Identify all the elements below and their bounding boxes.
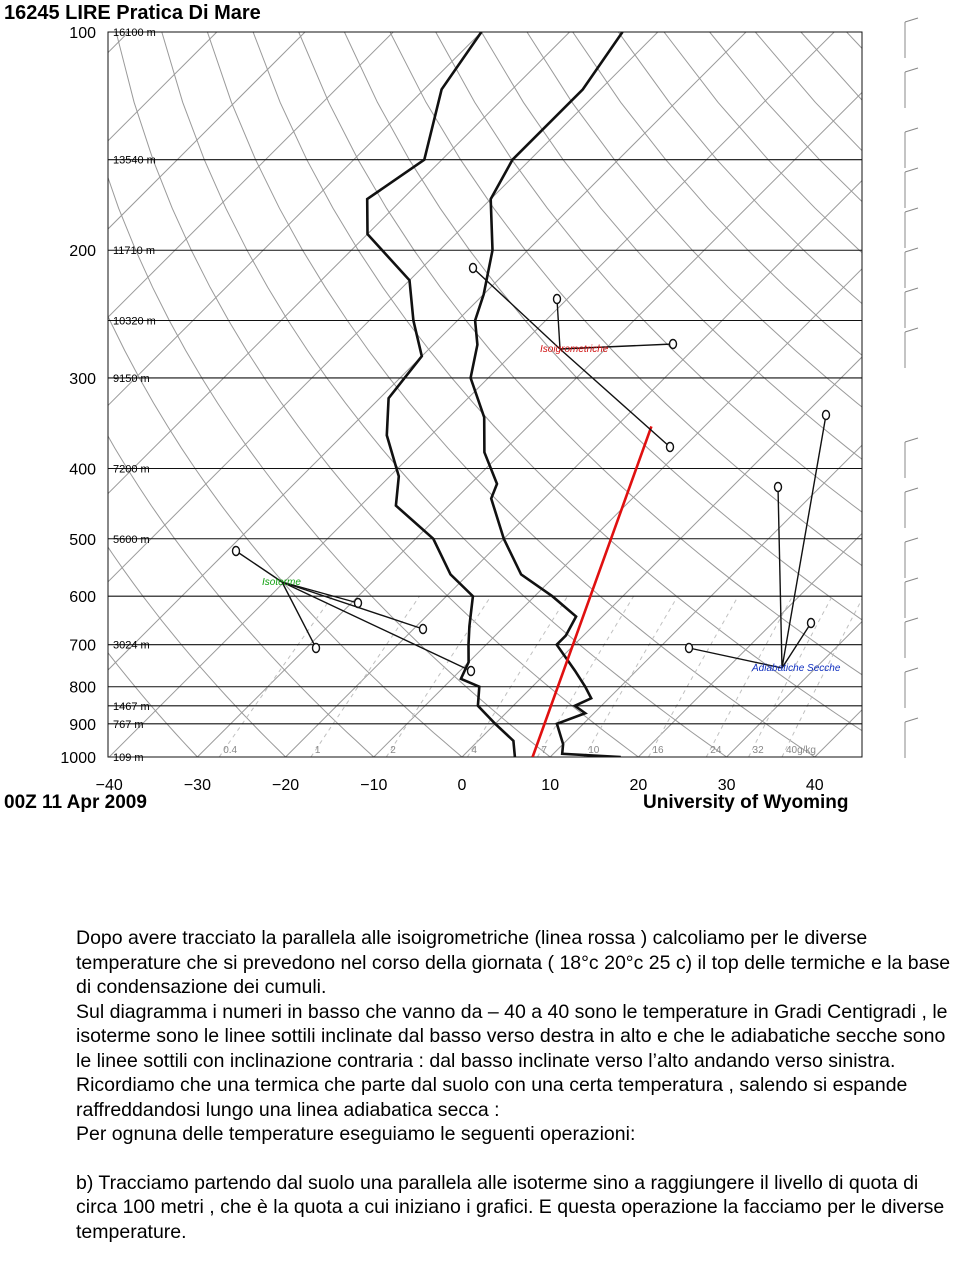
paragraph: Sul diagramma i numeri in basso che vanno da – 40 a 40 sono le temperature in Gradi Centigradi , le isoterme sono le linee sottili inclinate dal basso verso destra in alto e che le adiabatiche secche sono le linee sottili con inclinazione contraria : dal basso inclinate verso l’alto andando verso sinistra. (76, 1000, 948, 1072)
wind-barb (905, 168, 918, 172)
pressure-tick-label: 900 (69, 716, 96, 734)
mixing-ratio-label: 2 (390, 745, 396, 756)
date-label: 00Z 11 Apr 2009 (4, 792, 147, 813)
annotation-label: Isoterme (262, 577, 301, 588)
annotation-pointer (782, 415, 826, 668)
mixing-ratio-label: 10 (588, 745, 600, 756)
mixing-ratio-label: 16 (652, 745, 664, 756)
dry-adiabat-line (0, 32, 197, 757)
wind-barbs (905, 18, 918, 758)
wind-barb (905, 68, 918, 72)
annotation-marker (233, 547, 240, 556)
temperature-tick-label: −40 (95, 777, 123, 794)
isotherm-line (286, 32, 960, 757)
temperature-tick-label: 0 (457, 777, 467, 794)
wind-barb (905, 538, 918, 542)
wind-barb (905, 718, 918, 722)
source-label: University of Wyoming (643, 792, 849, 813)
height-label: 5600 m (113, 533, 150, 546)
dewpoint-profile (367, 32, 515, 757)
height-label: 13540 m (113, 154, 156, 167)
pressure-tick-label: 1000 (60, 750, 96, 767)
annotation-marker (313, 644, 320, 653)
isotherm-line (0, 32, 40, 757)
wind-barb (905, 438, 918, 442)
mixing-ratio-label: 32 (752, 745, 764, 756)
wind-barb (905, 618, 918, 622)
isotherm-line (0, 32, 129, 757)
mixing-ratio-label: 4 (471, 745, 477, 756)
annotation-label: Adiabatiche Secche (752, 663, 841, 674)
temperature-profile (471, 32, 623, 757)
annotation-pointer (282, 582, 471, 671)
temperature-tick-label: 30 (717, 777, 736, 794)
paragraph: Dopo avere tracciato la parallela alle isoigrometriche (linea rossa ) calcoliamo per le diverse temperature che si prevedono nel corso della giornata ( 18°c 20°c 25 c) il top delle termiche e la base di condensazione dei cumuli. (76, 927, 951, 998)
wind-barb (905, 328, 918, 332)
tick-labels (60, 25, 823, 794)
wind-barb (905, 488, 918, 492)
isotherm-line (462, 32, 960, 757)
paragraph: Per ognuna delle temperature eseguiamo le seguenti operazioni: (76, 1123, 636, 1145)
isotherm-line (727, 32, 960, 757)
station-title: 16245 LIRE Pratica Di Mare (4, 2, 261, 24)
temperature-tick-label: 20 (629, 777, 648, 794)
isotherm-line (374, 32, 960, 757)
paragraph: b) Tracciamo partendo dal suolo una parallela alle isoterme sino a raggiungere il livello di quota di circa 100 metri , che è la quota a cui iniziano i grafici. E questa operazione la facciamo per le diverse temperature. (76, 1171, 945, 1243)
annotation-marker (470, 264, 477, 273)
dry-adiabat-line (481, 32, 960, 757)
profiles (367, 32, 651, 757)
wind-barb (905, 668, 918, 672)
wind-barb (905, 288, 918, 292)
mixing-ratio-label: 1 (314, 745, 321, 756)
pressure-tick-label: 200 (69, 243, 96, 261)
mixing-ratio-line (467, 596, 567, 757)
isotherm-line (109, 32, 834, 757)
pressure-lines (108, 32, 862, 757)
annotation-marker (554, 295, 561, 304)
annotation-marker (670, 340, 677, 349)
temperature-tick-label: 10 (541, 777, 560, 794)
mixing-ratio-line (386, 596, 491, 757)
dry-adiabat-line (847, 32, 960, 757)
wind-barb (905, 208, 918, 212)
annotation-marker (808, 619, 815, 628)
temperature-tick-label: −20 (272, 777, 300, 794)
dry-adiabat-line (299, 32, 960, 757)
annotation-marker (468, 667, 475, 676)
temperature-tick-label: −10 (360, 777, 388, 794)
wind-barb (905, 578, 918, 582)
isotherm-line (0, 32, 305, 757)
height-label: 109 m (113, 752, 144, 764)
wind-barb (905, 18, 918, 22)
height-label: 3024 m (113, 639, 150, 652)
dry-adiabat-line (618, 32, 960, 757)
mixing-ratio-label: 0.4 (223, 745, 238, 756)
pressure-tick-label: 500 (69, 531, 96, 549)
mixing-ratio-line (782, 596, 864, 757)
wind-barb (905, 128, 918, 132)
annotation-pointer (778, 487, 782, 668)
isotherm-line (903, 32, 960, 757)
annotation-marker (686, 644, 693, 653)
height-label: 9150 m (113, 372, 150, 385)
annotation-pointer (473, 268, 560, 349)
annotation-marker (823, 411, 830, 420)
mixing-ratio-line (311, 596, 420, 757)
dry-adiabat-line (938, 32, 960, 757)
pressure-tick-label: 400 (69, 461, 96, 479)
dry-adiabat-line (344, 32, 960, 757)
height-label: 10320 m (113, 315, 156, 328)
wind-barb (905, 248, 918, 252)
pressure-tick-label: 800 (69, 679, 96, 697)
dry-adiabat-line (573, 32, 960, 757)
dry-adiabat-line (664, 32, 960, 757)
temperature-tick-label: 40 (805, 777, 824, 794)
annotation-label: Isoigrometriche (540, 344, 609, 355)
red-parallel-line (533, 426, 652, 757)
mixing-ratio-line (219, 596, 332, 757)
pressure-tick-label: 100 (69, 25, 96, 42)
temperature-tick-label: −30 (183, 777, 211, 794)
mixing-ratio-label: 24 (710, 745, 722, 756)
dry-adiabat-line (892, 32, 960, 757)
mixing-ratio-label: 7 (541, 745, 547, 756)
explanation-text (76, 926, 960, 1244)
plot-frame (108, 32, 862, 757)
height-label: 16100 m (113, 27, 156, 39)
height-label: 1467 m (113, 700, 150, 713)
height-label: 11710 m (113, 245, 155, 258)
dry-adiabat-line (162, 32, 727, 757)
height-label: 7200 m (113, 463, 150, 476)
height-label: 767 m (113, 718, 144, 731)
dry-adiabat-line (253, 32, 903, 757)
pressure-tick-label: 600 (69, 589, 96, 607)
mixing-ratio-label: 40g/kg (785, 745, 816, 756)
paragraph: Ricordiamo che una termica che parte dal suolo con una certa temperatura , salendo si espande raffreddandosi lungo una linea adiabatica secca : (76, 1074, 908, 1121)
pressure-tick-label: 700 (69, 637, 96, 655)
dry-adiabat-line (436, 32, 960, 757)
annotation-marker (667, 443, 674, 452)
pressure-tick-label: 300 (69, 370, 96, 388)
annotation-pointer (560, 349, 670, 447)
annotation-marker (775, 483, 782, 492)
annotation-marker (420, 625, 427, 634)
